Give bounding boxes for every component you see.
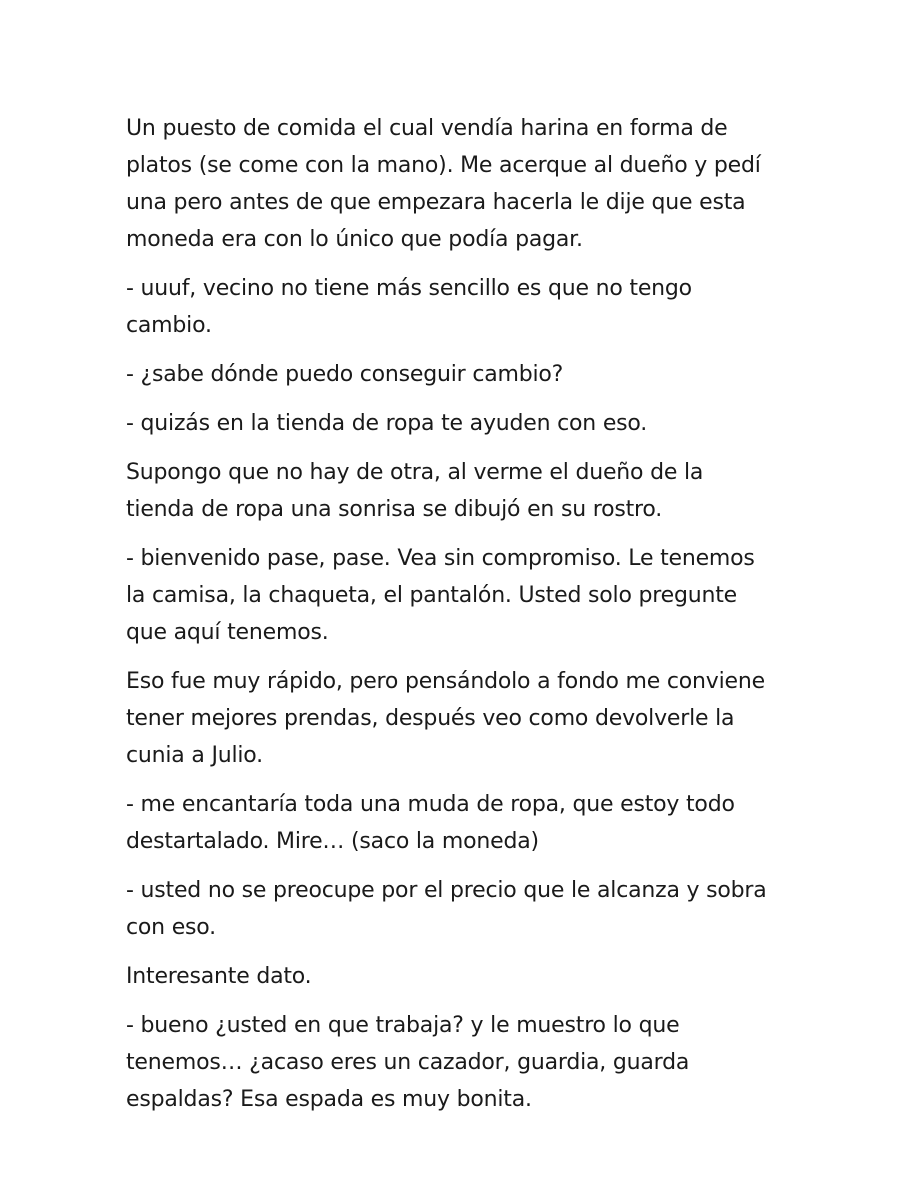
dialogue-line: - bienvenido pase, pase. Vea sin compromiso. Le tenemos la camisa, la chaqueta, el pantalón. Usted solo pregunte que aquí tenemos.	[126, 546, 755, 645]
paragraph: Interesante dato.	[126, 964, 312, 989]
dialogue-line: - bueno ¿usted en que trabaja? y le muestro lo que tenemos… ¿acaso eres un cazador, guardia, guarda espaldas? Esa espada es muy bonita.	[126, 1013, 690, 1112]
paragraph: Un puesto de comida el cual vendía harina en forma de platos (se come con la mano). Me acerque al dueño y pedí una pero antes de que empezara hacerla le dije que esta moneda era con lo único que podía pagar.	[126, 116, 761, 252]
dialogue-line: - usted no se preocupe por el precio que le alcanza y sobra con eso.	[126, 878, 767, 940]
dialogue-line: - ¿sabe dónde puedo conseguir cambio?	[126, 362, 564, 387]
body-text	[126, 110, 776, 1130]
dialogue-line: - me encantaría toda una muda de ropa, que estoy todo destartalado. Mire… (saco la moneda)	[126, 792, 735, 854]
dialogue-line: - uuuf, vecino no tiene más sencillo es que no tengo cambio.	[126, 276, 692, 338]
paragraph: Supongo que no hay de otra, al verme el dueño de la tienda de ropa una sonrisa se dibujó en su rostro.	[126, 460, 704, 522]
paragraph: Eso fue muy rápido, pero pensándolo a fondo me conviene tener mejores prendas, después veo como devolverle la cunia a Julio.	[126, 669, 765, 768]
dialogue-line: - quizás en la tienda de ropa te ayuden con eso.	[126, 411, 648, 436]
